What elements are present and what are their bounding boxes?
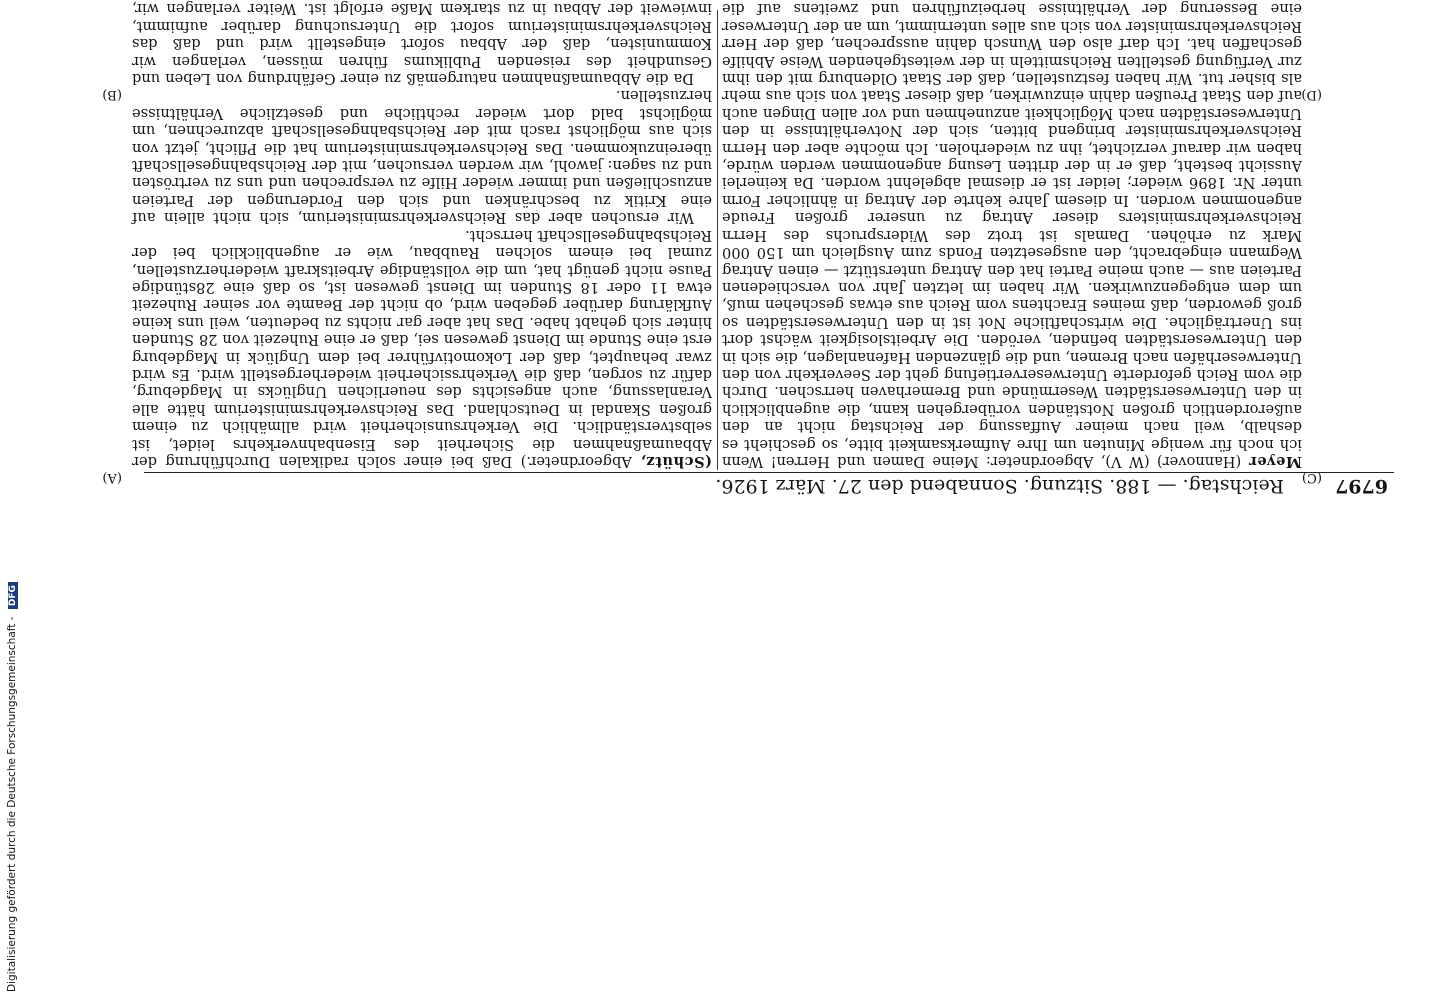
header-rule [144,472,1394,473]
speech-text: Abgeordneter.) Daß bei einer solch radikalen Durchführung der Abbaumaßnahmen die Sicherheit des Eisenbahnverkehrs leidet, ist selbstverständlich. Die Verkehrsunsicherheit wird allmählich zu einem großen Skandal in Deutschland. Das Reichsverkehrsministerium hätte alle Veranlassung, auch angesichts des neuerlichen Unglücks in Magdeburg, dafür zu sorgen, daß die Verkehrssicherheit wiederhergestellt wird. Es wird zwar behauptet, daß der Lokomotivführer bei dem Unglück in Magdeburg erst eine Stunde im Dienst gewesen sei, daß er eine Ruhezeit von 28 Stunden hinter sich gehabt habe. Das hat aber gar nichts zu bedeuten, weil uns keine Aufklärung darüber gegeben wird, ob nicht der Beamte vor seiner Ruhezeit etwa 11 oder 18 Stunden im Dienst gewesen ist, so daß eine 28stündige Pause nicht genügt hat, um die vollständige Arbeitskraft wiederherzustellen, zumal bei einem solchen Raubbau, wie er augenblicklich bei der Reichsbahngesellschaft herrscht. [132,226,712,470]
margin-marker-b: (B) [102,87,122,102]
footer-text: Digitalisierung gefördert durch die Deutsche Forschungsgemeinschaft - [6,616,18,992]
margin-marker-d: (D) [1301,87,1322,102]
running-header [144,475,1394,497]
speaker-name: (Schütz, [640,453,712,470]
column-right [721,0,1302,470]
margin-marker-c: (C) [1301,470,1322,485]
column-left [132,0,712,470]
speech-paragraph [722,0,1302,470]
column-divider [717,10,718,470]
speech-text: (Hannover) (W V), Abgeordneter: Meine Damen und Herren! Wenn ich noch für wenige Minuten um Ihre Aufmerksamkeit bitte, so geschieht es deshalb, weil nach meiner Auffassung der Reichstag nicht an den außerordentlich großen Notständen vorübergehen kann, die augenblicklich in den Unterweserstädten Wesermünde und Bremerhaven herrschen. Durch die vom Reich geforderte Unterweservertiefung geht der Seeverkehr von den Unterweserhäfen nach Bremen, und die glänzenden Hafenanlagen, die sich in den Unterweserstädten befinden, veröden. Die Arbeitslosigkeit wächst dort ins Unerträgliche. Die wirtschaftliche Not ist in den Unterweserstädten so groß geworden, daß meines Erachtens vom Reich aus etwas geschehen muß, um dem entgegenzuwirken. Wir haben im letzten Jahr von verschiedenen Parteien aus — auch meine Partei hat den Antrag unterstützt — einen Antrag Wegmann eingebracht, den ausgesetzten Fonds zum Ausgleich um 150 000 Mark zu erhöhen. Damals ist trotz des Widerspruchs des Herrn Reichsverkehrsministers dieser Antrag zu unserer großen Freude angenommen worden. In diesem Jahre kehrte der Antrag in ähnlicher Form unter Nr. 1896 wieder; leider ist er diesmal abgelehnt worden. Da keinerlei Aussicht besteht, daß er in der dritten Lesung angenommen werden würde, haben wir darauf verzichtet, ihn zu wiederholen. Ich möchte aber den Herrn Reichsverkehrsminister bringend bitten, sich der Notverhältnisse in den Unterweserstädten nach Möglichkeit anzunehmen und vor allen Dingen auch auf den Staat Preußen dahin einzuwirken, daß dieser Staat von sich aus mehr als bisher tut. Wir haben festzustellen, daß der Staat Oldenburg mit den ihm zur Verfügung gestellten Reichsmitteln in der weitestgehenden Weise Abhilfe geschaffen hat. Ich darf also den Wunsch dahin aussprechen, daß der Herr Reichsverkehrsminister von sich aus alles unternimmt, um an der Unterweser eine Besserung der Verhältnisse herbeizuführen und zweitens auf die [721,0,1302,470]
dfg-logo: DFG [8,582,18,609]
page-number: 6797 [1335,475,1388,497]
speaker-name: Meyer [1248,453,1302,470]
digitization-footer [6,582,18,992]
header-title: Reichstag. — 188. Sitzung. Sonnabend den 27. März 1926. [715,475,1284,497]
margin-marker-a: (A) [102,470,122,485]
paragraph: Da die Abbaumaßnahmen naturgemäß zu einer Gefährdung von Leben und Gesundheit des reisenden Publikums führen müssen, verlangen wir Kommunisten, daß der Abbau sofort eingestellt wird und daß das Reichsverkehrsministerium sofort die Untersuchung darüber aufnimmt, inwieweit der Abbau in zu starkem Maße erfolgt ist. Weiter verlangen wir, [132,0,712,88]
speech-paragraph [132,226,712,470]
paragraph: Wir ersuchen aber das Reichsverkehrsministerium, sich nicht allein auf eine Kritik zu beschränken und sich den Forderungen der Parteien anzuschließen und immer wieder Hilfe zu versprechen und uns zu vertrösten und zu sagen: jawohl, wir werden versuchen, mit der Reichsbahngesellschaft übereinzukommen. Das Reichsverkehrsministerium hat die Pflicht, jetzt von sich aus möglichst rasch mit der Reichsbahngesellschaft abzurechnen, um möglichst bald dort wieder rechtliche und gesetzliche Verhältnisse herzustellen. [132,87,712,227]
